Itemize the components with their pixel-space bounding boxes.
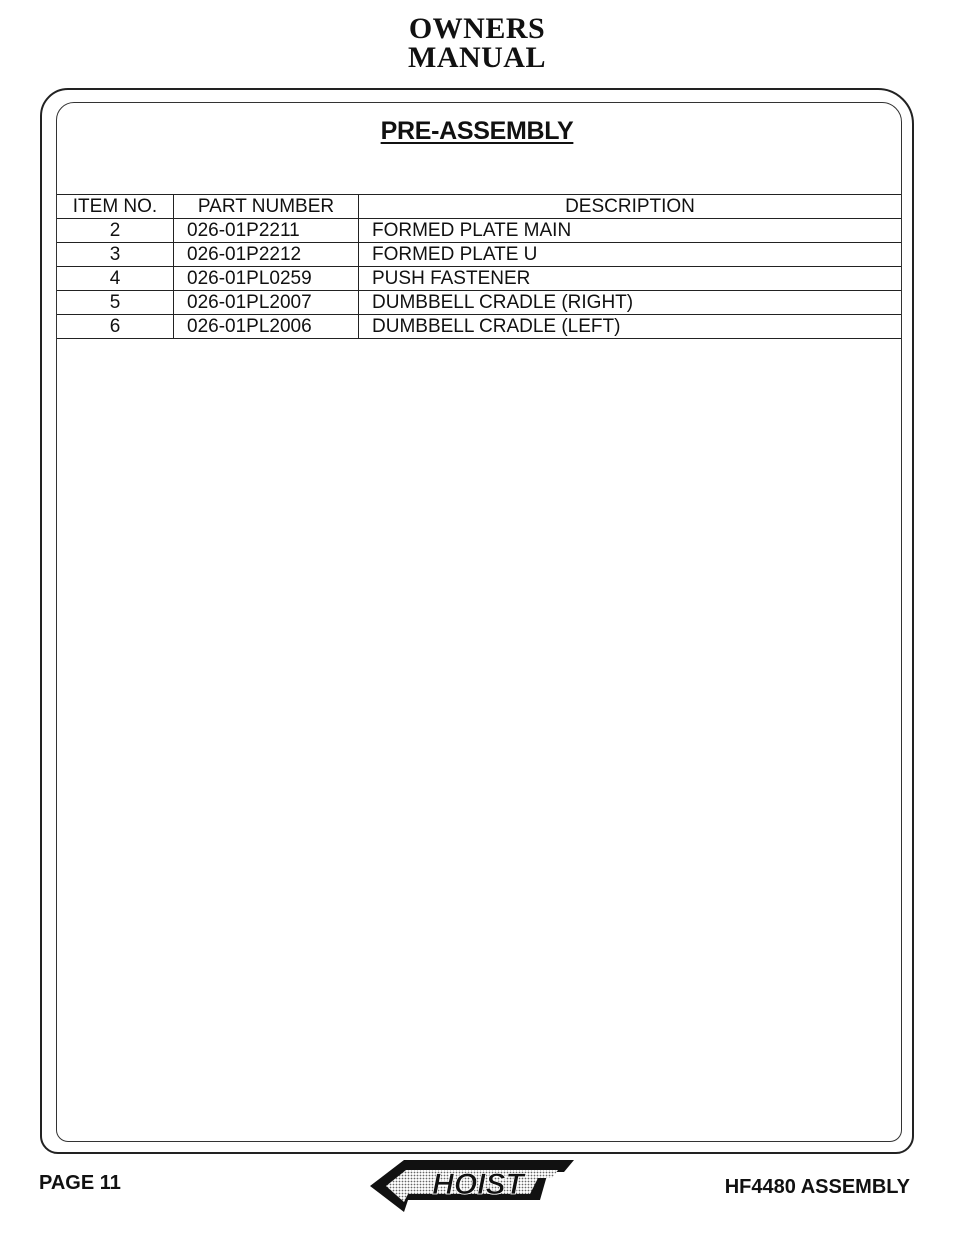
description-cell: FORMED PLATE U [359, 243, 902, 267]
parts-table-container [57, 194, 901, 339]
part-number-cell: 026-01PL2006 [174, 315, 359, 339]
header-line-2: MANUAL [408, 41, 546, 74]
page-number: PAGE 11 [39, 1172, 121, 1194]
item-no-cell: 2 [57, 219, 174, 243]
item-no-cell: 6 [57, 315, 174, 339]
description-cell: PUSH FASTENER [359, 267, 902, 291]
item-no-cell: 4 [57, 267, 174, 291]
section-title: PRE-ASSEMBLY [380, 117, 574, 145]
table-row [57, 315, 901, 339]
part-number-cell: 026-01PL0259 [174, 267, 359, 291]
document-title: HF4480 ASSEMBLY [724, 1176, 910, 1198]
description-cell: DUMBBELL CRADLE (RIGHT) [359, 291, 902, 315]
logo-wordmark: HOIST [432, 1168, 524, 1201]
table-header-row [57, 195, 901, 219]
item-no-cell: 3 [57, 243, 174, 267]
item-no-cell: 5 [57, 291, 174, 315]
table-row [57, 219, 901, 243]
hoist-logo [368, 1156, 584, 1216]
parts-table [57, 194, 901, 339]
column-header-description: DESCRIPTION [359, 195, 902, 219]
header-line-1: OWNERS [408, 12, 546, 45]
column-header-part-number: PART NUMBER [174, 195, 359, 219]
manual-header [0, 14, 954, 72]
part-number-cell: 026-01P2211 [174, 219, 359, 243]
column-header-item-no: ITEM NO. [57, 195, 174, 219]
description-cell: DUMBBELL CRADLE (LEFT) [359, 315, 902, 339]
table-row [57, 267, 901, 291]
table-row [57, 243, 901, 267]
table-row [57, 291, 901, 315]
description-cell: FORMED PLATE MAIN [359, 219, 902, 243]
part-number-cell: 026-01PL2007 [174, 291, 359, 315]
part-number-cell: 026-01P2212 [174, 243, 359, 267]
